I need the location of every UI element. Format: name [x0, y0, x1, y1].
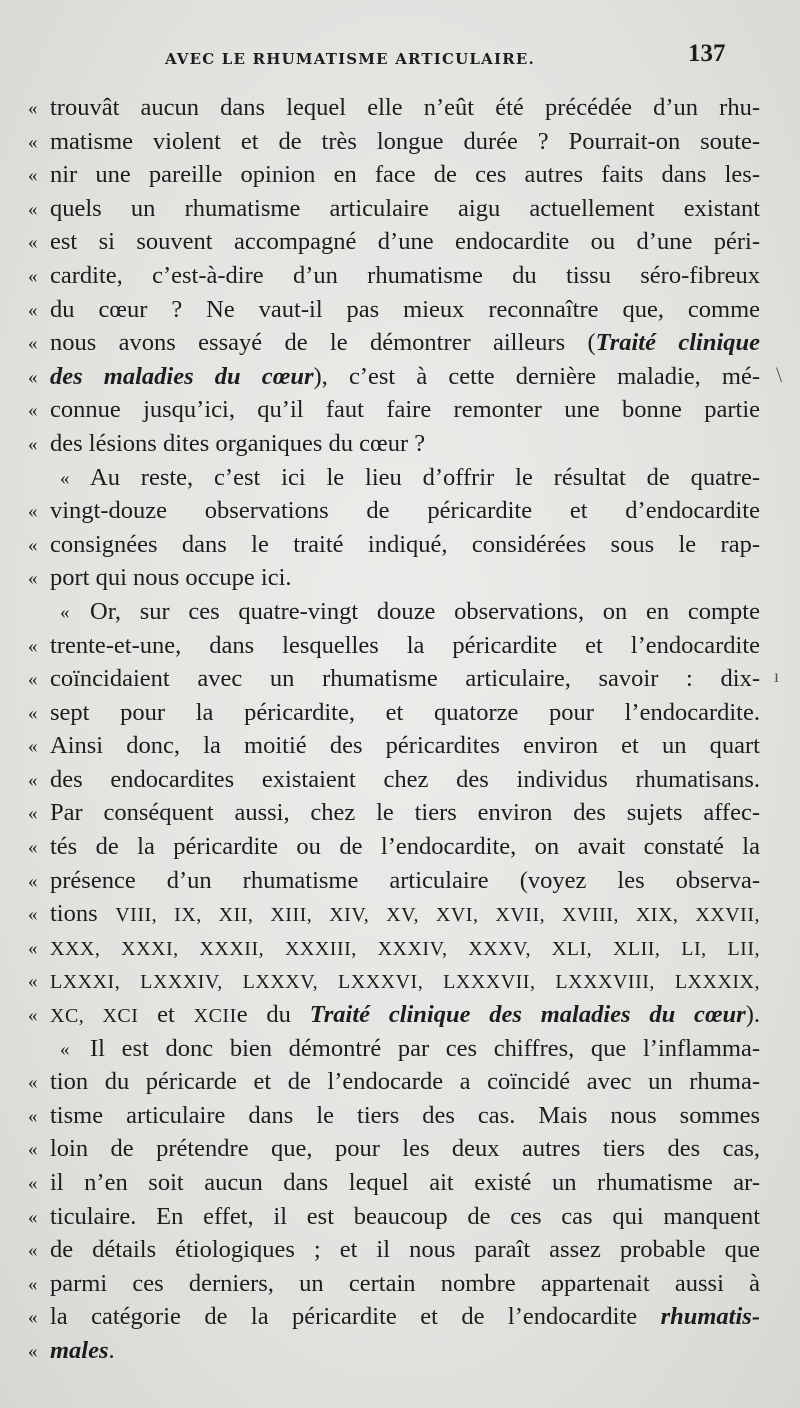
roman-numerals: XCII — [193, 1005, 237, 1028]
quote-mark: « — [28, 568, 38, 590]
quote-mark: « — [28, 98, 38, 119]
text-line — [0, 259, 800, 293]
text-line — [0, 360, 800, 394]
line-text — [50, 561, 760, 595]
quote-mark: « — [28, 870, 38, 892]
page-header — [0, 38, 800, 72]
text-line — [0, 1132, 800, 1166]
text-fragment: la catégorie de la péricardite et de l’endocardite — [50, 1303, 661, 1331]
roman-numerals: XC, XCI — [50, 1005, 139, 1028]
quote-mark: « — [28, 131, 38, 153]
quote-mark: « — [28, 837, 38, 859]
text-line — [0, 1032, 800, 1066]
text-fragment: et — [138, 1001, 194, 1029]
text-fragment: tions — [50, 900, 116, 928]
italic-title: males — [50, 1336, 109, 1364]
quote-mark: « — [60, 1038, 70, 1060]
text-line — [0, 91, 800, 125]
line-text — [50, 1065, 760, 1099]
text-fragment: sept pour la péricardite, et quatorze pour l’endocardite. — [50, 698, 760, 726]
line-text — [50, 259, 760, 293]
text-line — [0, 158, 800, 192]
quote-mark: « — [28, 1072, 38, 1094]
quote-mark: « — [28, 198, 38, 220]
text-fragment: parmi ces derniers, un certain nombre appartenait aussi à — [50, 1269, 760, 1297]
text-fragment: Au reste, c’est ici le lieu d’offrir le résultat de quatre- — [90, 463, 760, 491]
text-fragment: du cœur ? Ne vaut-il pas mieux reconnaître que, comme — [50, 295, 760, 323]
margin-mark-decor: \ — [776, 362, 783, 387]
margin-mark-decor: ı — [774, 666, 780, 686]
quote-mark: « — [60, 467, 70, 489]
line-text — [50, 964, 760, 1000]
italic-title: Traité clinique des maladies du cœur — [309, 1001, 746, 1029]
text-line — [0, 225, 800, 259]
text-fragment: tisme articulaire dans le tiers des cas. Mais nous sommes — [50, 1101, 760, 1129]
text-fragment: des lésions dites organiques du cœur ? — [50, 429, 426, 457]
text-line — [0, 326, 800, 360]
line-text — [50, 629, 760, 663]
line-text — [50, 763, 760, 797]
quote-mark: « — [28, 1005, 38, 1027]
page-number: 137 — [688, 40, 726, 67]
line-text — [50, 393, 760, 427]
text-fragment: coïncidaient avec un rhumatisme articulaire, savoir : dix- — [50, 665, 760, 693]
text-fragment: Ainsi donc, la moitié des péricardites environ et un quart — [50, 732, 760, 760]
text-line — [0, 494, 800, 528]
quote-mark: « — [28, 1307, 38, 1329]
line-text — [50, 696, 760, 730]
text-line — [0, 595, 800, 629]
text-line — [0, 1099, 800, 1133]
line-text — [50, 1233, 760, 1267]
quote-mark: « — [28, 669, 38, 691]
line-text — [50, 897, 760, 933]
quote-mark: « — [28, 1105, 38, 1127]
quote-mark: « — [28, 635, 38, 657]
text-line — [0, 1233, 800, 1267]
text-fragment: trouvât aucun dans lequel elle n’eût été précédée d’un rhu- — [50, 94, 760, 121]
quote-mark: « — [28, 501, 38, 523]
line-text — [50, 125, 760, 159]
text-line — [0, 931, 800, 965]
text-line — [0, 830, 800, 864]
quote-mark: « — [28, 333, 38, 355]
text-fragment: présence d’un rhumatisme articulaire (voyez les observa- — [50, 866, 760, 894]
text-fragment: des endocardites existaient chez des individus rhumatisans. — [50, 765, 760, 793]
line-text — [50, 494, 760, 528]
quote-mark: « — [28, 1139, 38, 1161]
italic-title: des maladies du cœur — [50, 362, 314, 390]
text-fragment: e du — [236, 1001, 310, 1029]
quote-mark: « — [28, 232, 38, 254]
quote-mark: « — [28, 366, 38, 388]
line-text — [90, 1032, 760, 1066]
quote-mark: « — [28, 971, 38, 993]
quote-mark: « — [28, 299, 38, 321]
text-fragment: il n’en soit aucun dans lequel ait existé un rhumatisme ar- — [50, 1169, 760, 1196]
line-text — [50, 998, 760, 1034]
line-text — [90, 595, 760, 629]
text-fragment: vingt-douze observations de péricardite et d’endocardite — [50, 497, 760, 525]
quote-mark: « — [28, 534, 38, 556]
line-text — [50, 931, 760, 967]
text-fragment: cardite, c’est-à-dire d’un rhumatisme du tissu séro-fibreux — [50, 261, 760, 289]
text-fragment: Or, sur ces quatre-vingt douze observations, on en compte — [90, 597, 760, 625]
text-line — [0, 796, 800, 830]
text-fragment: consignées dans le traité indiqué, considérées sous le rap- — [50, 530, 760, 558]
quote-mark: « — [28, 937, 38, 959]
line-text — [50, 1132, 760, 1166]
text-line — [0, 561, 800, 595]
text-fragment: connue jusqu’ici, qu’il faut faire remonter une bonne partie — [50, 396, 760, 424]
quote-mark: « — [28, 803, 38, 825]
line-text — [50, 528, 760, 562]
text-line — [0, 998, 800, 1032]
line-text — [50, 830, 760, 864]
line-text — [50, 192, 760, 226]
quote-mark: « — [28, 433, 38, 455]
text-line — [0, 662, 800, 696]
text-line — [0, 729, 800, 763]
text-fragment: Il est donc bien démontré par ces chiffres, que l’inflamma- — [90, 1034, 760, 1062]
text-line — [0, 528, 800, 562]
line-text — [50, 1200, 760, 1234]
text-fragment: tion du péricarde et de l’endocarde a coïncidé avec un rhuma- — [50, 1068, 760, 1096]
quote-mark: « — [28, 1340, 38, 1362]
text-fragment: ), c’est à cette dernière maladie, mé- — [313, 362, 760, 390]
roman-numerals: LXXXI, LXXXIV, LXXXV, LXXXVI, LXXXVII, LXXXVIII, LXXXIX, — [50, 971, 760, 994]
quote-mark: « — [28, 1240, 38, 1262]
text-fragment: matisme violent et de très longue durée ? Pourrait-on soute- — [50, 127, 760, 155]
text-fragment: quels un rhumatisme articulaire aigu actuellement existant — [50, 194, 760, 222]
text-fragment: nir une pareille opinion en face de ces autres faits dans les- — [50, 161, 760, 189]
quote-mark: « — [28, 904, 38, 926]
line-text — [50, 729, 760, 763]
line-text — [50, 796, 760, 830]
text-fragment: de détails étiologiques ; et il nous paraît assez probable que — [50, 1236, 760, 1264]
line-text — [50, 1099, 760, 1133]
running-head: AVEC LE RHUMATISME ARTICULAIRE. — [165, 50, 535, 68]
text-body — [0, 91, 800, 1368]
line-text — [50, 1334, 760, 1368]
text-fragment: loin de prétendre que, pour les deux autres tiers des cas, — [50, 1135, 760, 1163]
roman-numerals: VIII, IX, XII, XIII, XIV, XV, XVI, XVII, XVIII, XIX, XXVII, — [115, 904, 760, 927]
italic-title: rhumatis- — [660, 1303, 760, 1331]
text-line — [0, 1267, 800, 1301]
quote-mark: « — [28, 265, 38, 287]
text-line — [0, 763, 800, 797]
quote-mark: « — [28, 769, 38, 791]
quote-mark: « — [28, 1273, 38, 1295]
text-line — [0, 1065, 800, 1099]
text-line — [0, 629, 800, 663]
line-text — [90, 461, 760, 495]
line-text — [50, 326, 760, 360]
text-line — [0, 1334, 800, 1368]
text-fragment: tés de la péricardite ou de l’endocardite, on avait constaté la — [50, 833, 760, 861]
line-text — [50, 1300, 760, 1334]
quote-mark: « — [28, 165, 38, 187]
text-fragment: Par conséquent aussi, chez le tiers environ des sujets affec- — [50, 799, 760, 827]
text-fragment: nous avons essayé de le démontrer ailleurs ( — [50, 329, 596, 357]
text-line — [0, 1300, 800, 1334]
text-line — [0, 964, 800, 998]
line-text — [50, 1267, 760, 1301]
quote-mark: « — [28, 702, 38, 724]
line-text — [50, 1166, 760, 1200]
text-line — [0, 125, 800, 159]
line-text — [50, 662, 760, 696]
quote-mark: « — [28, 1173, 38, 1194]
text-line — [0, 393, 800, 427]
line-text — [50, 864, 760, 898]
line-text — [50, 158, 760, 192]
text-fragment: ). — [745, 1001, 760, 1029]
quote-mark: « — [28, 736, 38, 758]
text-fragment: est si souvent accompagné d’une endocardite ou d’une péri- — [50, 228, 760, 256]
line-text — [50, 225, 760, 259]
text-line — [0, 897, 800, 931]
line-text — [50, 360, 760, 394]
line-text — [50, 427, 760, 461]
text-line — [0, 192, 800, 226]
text-line — [0, 696, 800, 730]
italic-title: Traité clinique — [595, 329, 760, 357]
quote-mark: « — [28, 1206, 38, 1228]
quote-mark: « — [28, 400, 38, 422]
text-line — [0, 427, 800, 461]
line-text — [50, 293, 760, 327]
line-text — [50, 91, 760, 125]
text-line — [0, 461, 800, 495]
text-line — [0, 293, 800, 327]
text-fragment: . — [108, 1336, 115, 1364]
text-fragment: port qui nous occupe ici. — [50, 564, 292, 592]
text-fragment: ticulaire. En effet, il est beaucoup de ces cas qui manquent — [50, 1202, 760, 1230]
text-line — [0, 864, 800, 898]
roman-numerals: XXX, XXXI, XXXII, XXXIII, XXXIV, XXXV, XLI, XLII, LI, LII, — [50, 937, 760, 960]
text-line — [0, 1200, 800, 1234]
text-line — [0, 1166, 800, 1200]
text-fragment: trente-et-une, dans lesquelles la péricardite et l’endocardite — [50, 631, 760, 659]
quote-mark: « — [60, 601, 70, 623]
